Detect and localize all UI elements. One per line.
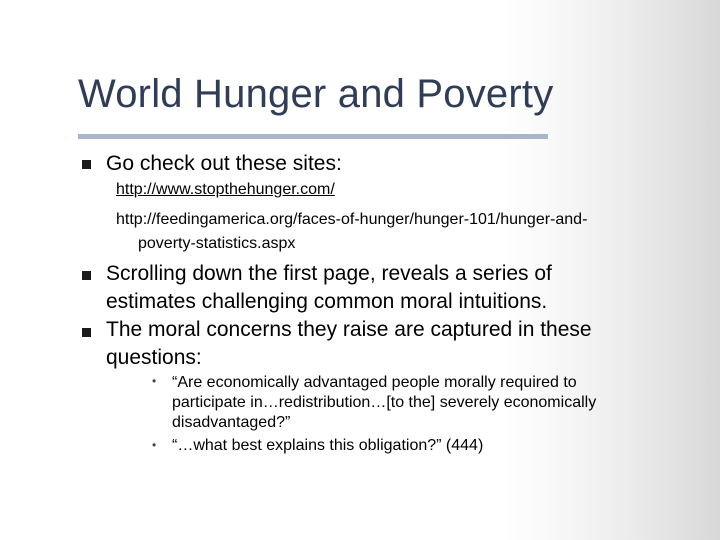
- title-underline: [78, 134, 548, 139]
- sub-bullet-1-text: [172, 373, 596, 433]
- link-feedingamerica-line-2[interactable]: poverty-statistics.aspx: [138, 235, 296, 252]
- sub-bullet-marker-1: •: [152, 374, 157, 388]
- bullet-3-text: [106, 316, 592, 372]
- sub-bullet-1-line-2: participate in…redistribution…[to the] severely economically: [172, 394, 597, 411]
- bullet-1-line-1: Go check out these sites:: [106, 152, 342, 175]
- bullet-2-line-1: Scrolling down the first page, reveals a series of: [106, 262, 552, 285]
- sub-bullet-2-text: [172, 436, 483, 456]
- bullet-2-text: [106, 260, 552, 316]
- bullet-3-line-1: The moral concerns they raise are captured in these: [106, 318, 592, 341]
- sub-bullet-1-line-1: “Are economically advantaged people morally required to: [172, 374, 577, 391]
- sub-bullet-2-line-1: “…what best explains this obligation?” (444): [172, 437, 484, 454]
- link-stopthehunger[interactable]: http://www.stopthehunger.com/: [116, 181, 335, 198]
- bullet-2-line-2: estimates challenging common moral intuitions.: [106, 290, 548, 313]
- slide-title: World Hunger and Poverty: [78, 72, 554, 116]
- bullet-3-line-2: questions:: [106, 346, 202, 369]
- bullet-1-text: [106, 150, 342, 178]
- bullet-marker-2: [82, 271, 91, 280]
- link-feedingamerica-line-1[interactable]: http://feedingamerica.org/faces-of-hunger/hunger-101/hunger-and-: [116, 211, 588, 228]
- sub-bullet-1-line-3: disadvantaged?”: [172, 414, 291, 431]
- bullet-marker-1: [82, 160, 91, 169]
- bullet-marker-3: [82, 328, 91, 337]
- sub-bullet-marker-2: •: [152, 438, 157, 452]
